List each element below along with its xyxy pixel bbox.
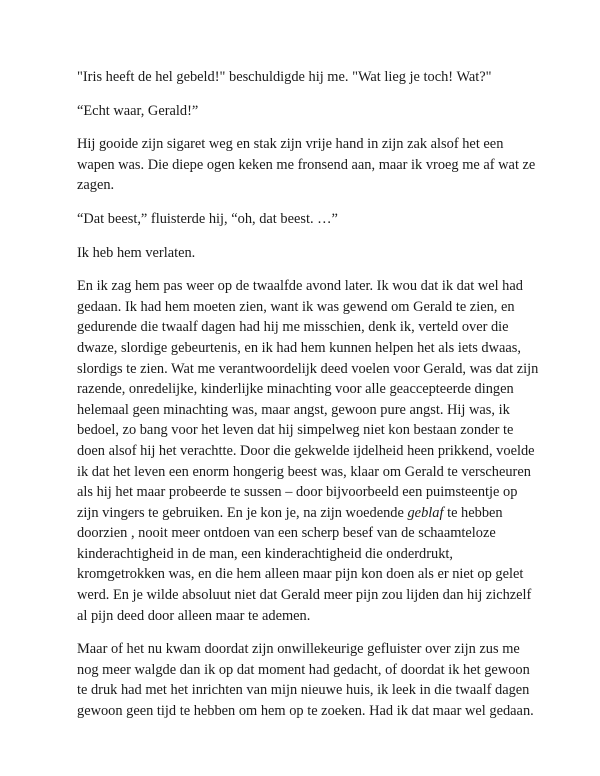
paragraph-6-text-after: te hebben doorzien , nooit meer ontdoen van een scherp besef van de schaamteloze kinderachtigheid in de man, een kinderachtigheid die onderdrukt, kromgetrokken was, en die hem alleen maar pijn kon doen als er niet op gelet werd. En je wilde absoluut niet dat Gerald meer pijn zou lijden dan hij zichzelf al pijn deed door alleen maar te ademen. [77,504,532,624]
paragraph-6 [77,276,539,626]
paragraph-1: "Iris heeft de hel gebeld!" beschuldigde hij me. "Wat lieg je toch! Wat?" [77,69,492,85]
paragraph-6-text-before: En ik zag hem pas weer op de twaalfde avond later. Ik wou dat ik dat wel had gedaan. Ik had hem moeten zien, want ik was gewend om Gerald te zien, en gedurende die twaalf dagen had hij me misschien, denk ik, verteld over die dwaze, slordige gebeurtenis, en ik had hem kunnen helpen het als iets dwaas, slordigs te zien. Wat me verantwoordelijk deed voelen voor Gerald, was dat zijn razende, onredelijke, kinderlijke minachting voor alle geaccepteerde dingen helemaal geen minachting was, maar angst, gewoon pure angst. Hij was, ik bedoel, zo bang voor het leven dat hij simpelweg niet kon bestaan zonder te doen alsof hij het verachtte. Door die gekwelde ijdelheid heen prikkend, voelde ik dat het leven een enorm hongerig beest was, klaar om Gerald te verscheuren als hij het maar probeerde te sussen – door bijvoorbeeld een puimsteentje op zijn vingers te gebruiken. En je kon je, na zijn woedende [77,278,539,521]
document-page [77,67,539,735]
paragraph-3: Hij gooide zijn sigaret weg en stak zijn vrije hand in zijn zak alsof het een wapen was. Die diepe ogen keken me fronsend aan, maar ik vroeg me af wat ze zagen. [77,136,536,194]
paragraph-2: “Echt waar, Gerald!” [77,102,199,119]
paragraph-5: Ik heb hem verlaten. [77,244,196,261]
paragraph-7: Maar of het nu kwam doordat zijn onwillekeurige gefluister over zijn zus me nog meer walgde dan ik op dat moment had gedacht, of doordat ik het gewoon te druk had met het inrichten van mijn nieuwe huis, ik leek in die twaalf dagen gewoon geen tijd te hebben om hem op te zoeken. Had ik dat maar wel gedaan. [77,641,534,720]
paragraph-4: “Dat beest,” fluisterde hij, “oh, dat beest. …” [77,210,338,227]
paragraph-6-emphasis: geblaf [407,504,444,521]
